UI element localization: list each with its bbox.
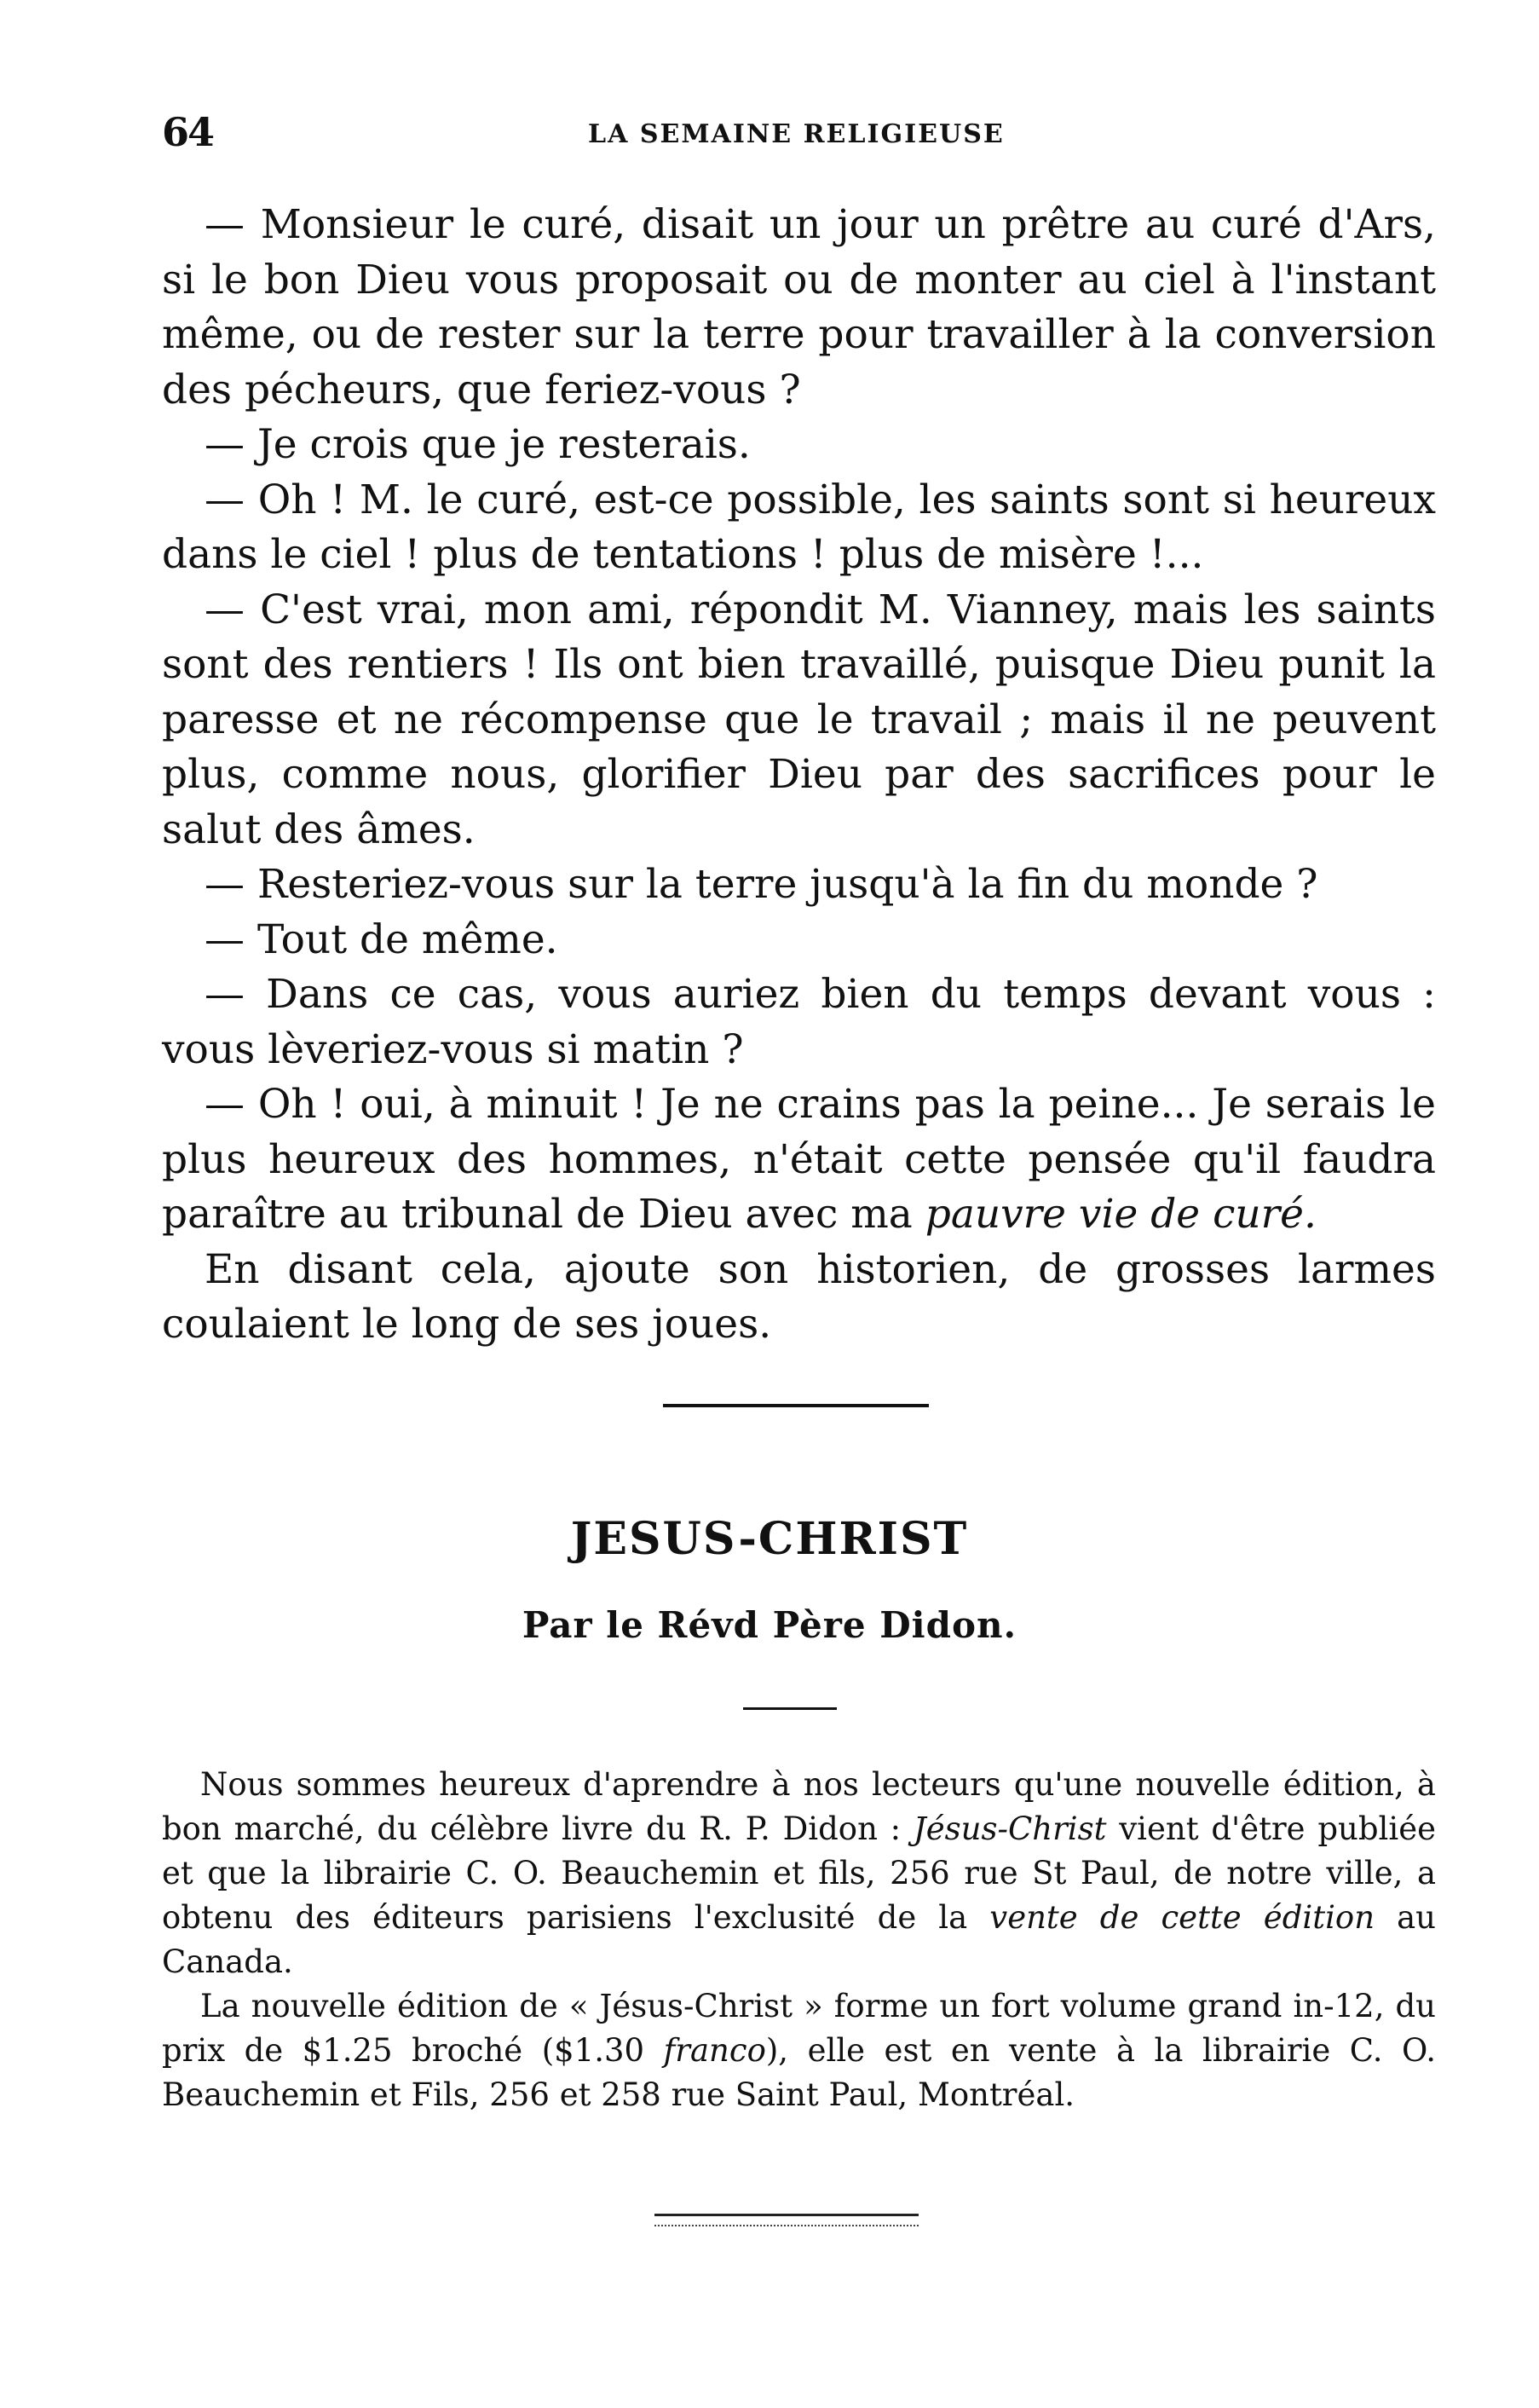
notice-text: La nouvelle édition de « Jésus-Christ » forme un fort volume grand in-12, du prix de $1.25 broché ($1.30 [162,1988,1436,2069]
paragraph: — Je crois que je resterais. [205,421,751,468]
notice-text: ), elle est en vente à la librairie C. O. Beauchemin et Fils, 256 et 258 rue Saint Paul, Montréal. [162,2032,1436,2113]
dialogue-text [162,198,1436,1353]
italic-phrase: pauvre vie de curé. [925,1191,1317,1238]
italic-phrase: vente de cette édition [989,1899,1375,1936]
notice-paragraph [162,1984,1436,2117]
book-title-italic: Jésus-Christ [913,1810,1107,1847]
paragraph: — Monsieur le curé, disait un jour un prêtre au curé d'Ars, si le bon Dieu vous proposait ou de monter au ciel à l'instant même, ou de rester sur la terre pour travailler à la conversion des pécheurs, que feriez-vous ? [162,201,1436,413]
book-notice [162,1763,1436,2117]
running-title: LA SEMAINE RELIGIEUSE [588,119,1005,149]
notice-text: au Canada. [162,1899,1437,1980]
notice-paragraph [162,1763,1436,1984]
section-divider [663,1404,929,1407]
page-number: 64 [162,109,214,155]
paragraph-text: — Oh ! oui, à minuit ! Je ne crains pas la peine... Je serais le plus heureux des hommes, n'était cette pensée qu'il faudra paraître au tribunal de Dieu avec ma [162,1081,1436,1238]
italic-word: franco [663,2032,766,2069]
paragraph: En disant cela, ajoute son historien, de grosses larmes coulaient le long de ses joues. [162,1245,1436,1348]
paragraph: — C'est vrai, mon ami, répondit M. Vianney, mais les saints sont des rentiers ! Ils ont bien travaillé, puisque Dieu punit la paresse et ne récompense que le travail ; mais il ne peuvent plus, comme nous, glorifier Dieu par des sacrifices pour le salut des âmes. [162,586,1436,853]
notice-text: vient d'être publiée et que la librairie C. O. Beauchemin et fils, 256 rue St Paul, de notre ville, a obtenu des éditeurs parisiens l'exclusité de la [162,1810,1437,1936]
paragraph: — Dans ce cas, vous auriez bien du temps devant vous : vous lèveriez-vous si matin ? [162,971,1436,1073]
paragraph: — Oh ! M. le curé, est-ce possible, les saints sont si heureux dans le ciel ! plus de tentations ! plus de misère !... [162,476,1436,578]
end-ornament [654,2214,919,2226]
page-header [162,109,1440,160]
section-title: JESUS-CHRIST [570,1513,969,1565]
notice-text: Nous sommes heureux d'aprendre à nos lecteurs qu'une nouvelle édition, à bon marché, du célèbre livre du R. P. Didon : [162,1766,1436,1847]
short-divider [743,1707,837,1710]
paragraph: — Tout de même. [205,915,558,963]
paragraph [162,1077,1436,1243]
paragraph: — Resteriez-vous sur la terre jusqu'à la fin du monde ? [205,861,1318,908]
section-byline: Par le Révd Père Didon. [522,1604,1017,1646]
